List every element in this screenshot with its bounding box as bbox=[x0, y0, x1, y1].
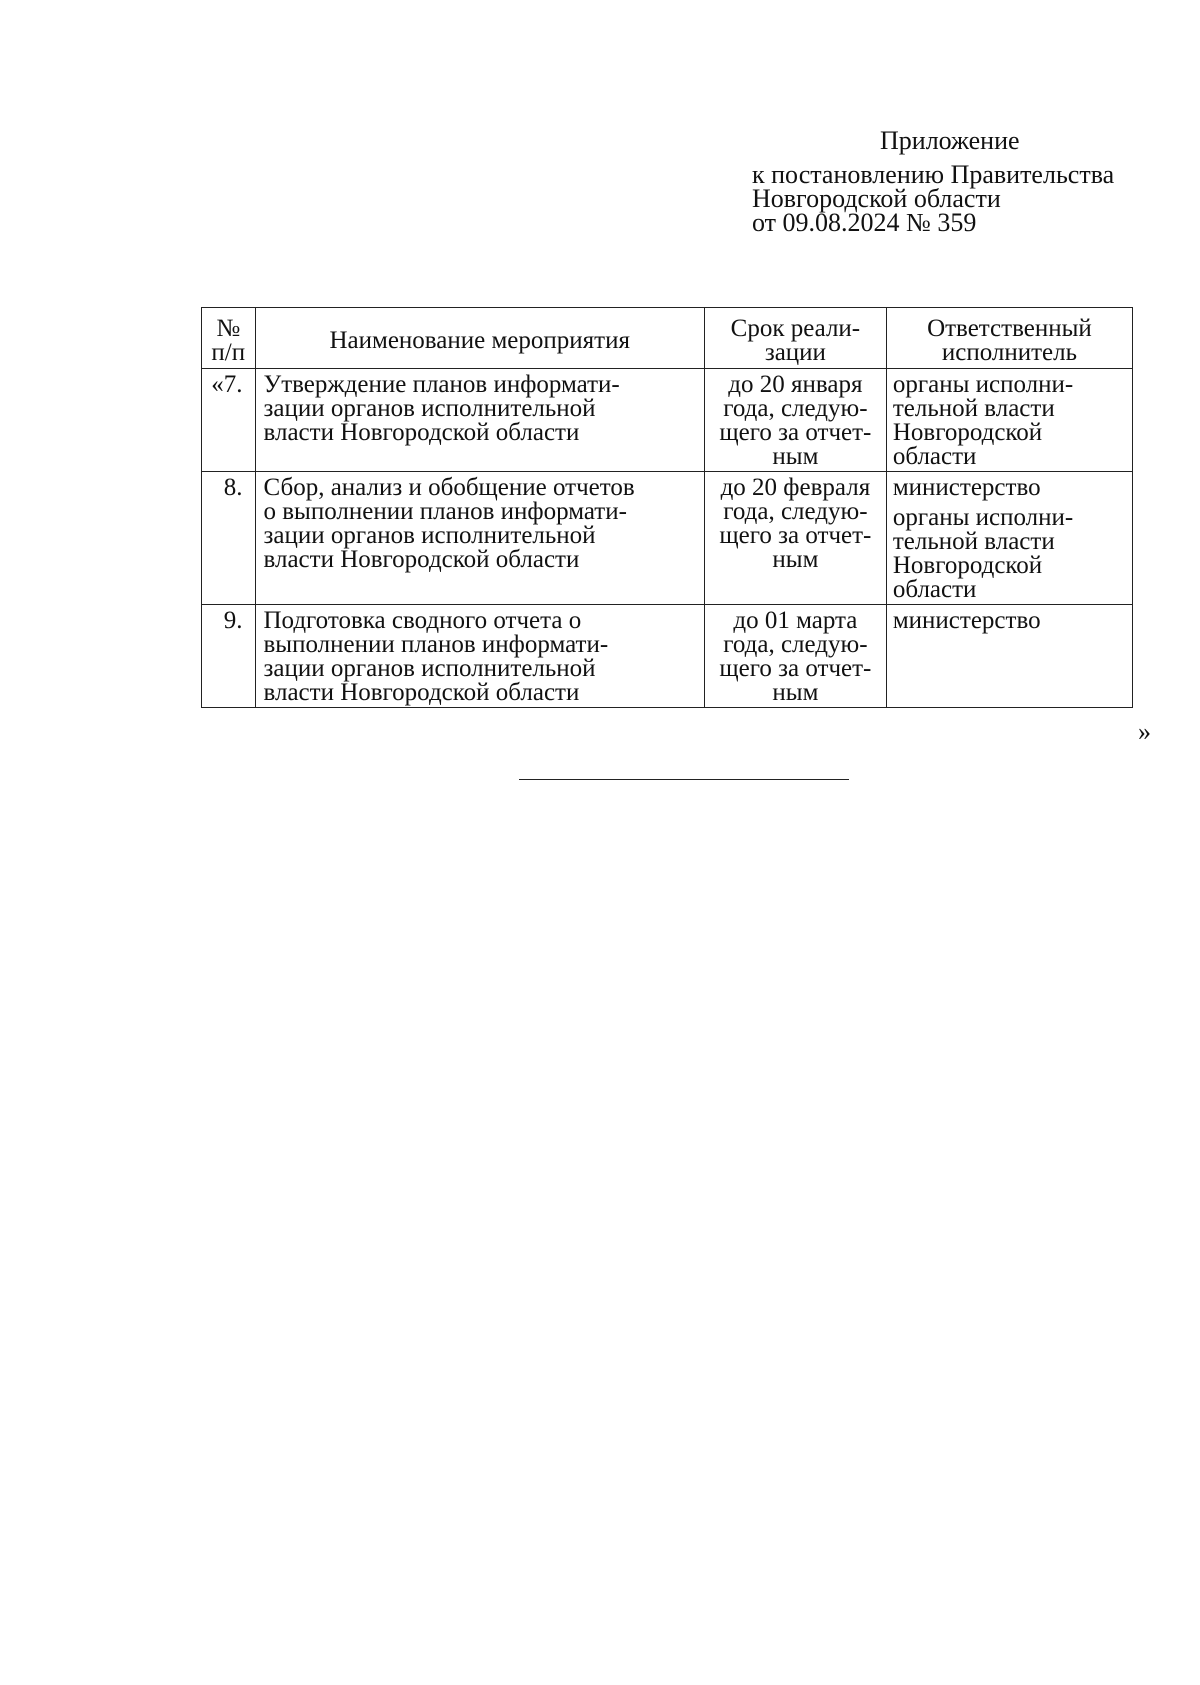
responsible-secondary: органы исполни- тельной власти Новгородской области bbox=[892, 504, 1074, 603]
row-num: 8. bbox=[202, 472, 256, 605]
row-responsible bbox=[886, 472, 1132, 605]
row-term: до 20 января года, следую- щего за отчет- ным bbox=[704, 369, 886, 472]
row-term: до 01 марта года, следую- щего за отчет- ным bbox=[704, 605, 886, 708]
row-num: 9. bbox=[202, 605, 256, 708]
header-num: № п/п bbox=[202, 308, 256, 369]
table-row bbox=[202, 605, 1133, 708]
responsible-primary: органы исполни- тельной власти Новгородской области bbox=[892, 371, 1074, 470]
header-responsible: Ответственный исполнитель bbox=[886, 308, 1132, 369]
table-row bbox=[202, 472, 1133, 605]
row-name: Утверждение планов информати- зации органов исполнительной власти Новгородской области bbox=[255, 369, 704, 472]
row-responsible bbox=[886, 369, 1132, 472]
row-name: Сбор, анализ и обобщение отчетов о выполнении планов информати- зации органов исполнительной власти Новгородской области bbox=[255, 472, 704, 605]
appendix-title: Приложение bbox=[880, 126, 1020, 155]
separator-line bbox=[519, 779, 849, 780]
row-name: Подготовка сводного отчета о выполнении планов информати- зации органов исполнительной власти Новгородской области bbox=[255, 605, 704, 708]
header-term: Срок реали- зации bbox=[704, 308, 886, 369]
appendix-reference: к постановлению Правительства Новгородской области от 09.08.2024 № 359 bbox=[752, 160, 1115, 237]
closing-quote: » bbox=[1138, 717, 1151, 746]
table-row bbox=[202, 369, 1133, 472]
plan-table bbox=[201, 307, 1133, 708]
responsible-primary: министерство bbox=[892, 607, 1041, 634]
row-term: до 20 февраля года, следую- щего за отчет- ным bbox=[704, 472, 886, 605]
table-header-row bbox=[202, 308, 1133, 369]
responsible-primary: министерство bbox=[892, 474, 1041, 501]
header-name: Наименование мероприятия bbox=[255, 308, 704, 369]
row-num: «7. bbox=[202, 369, 256, 472]
row-responsible bbox=[886, 605, 1132, 708]
